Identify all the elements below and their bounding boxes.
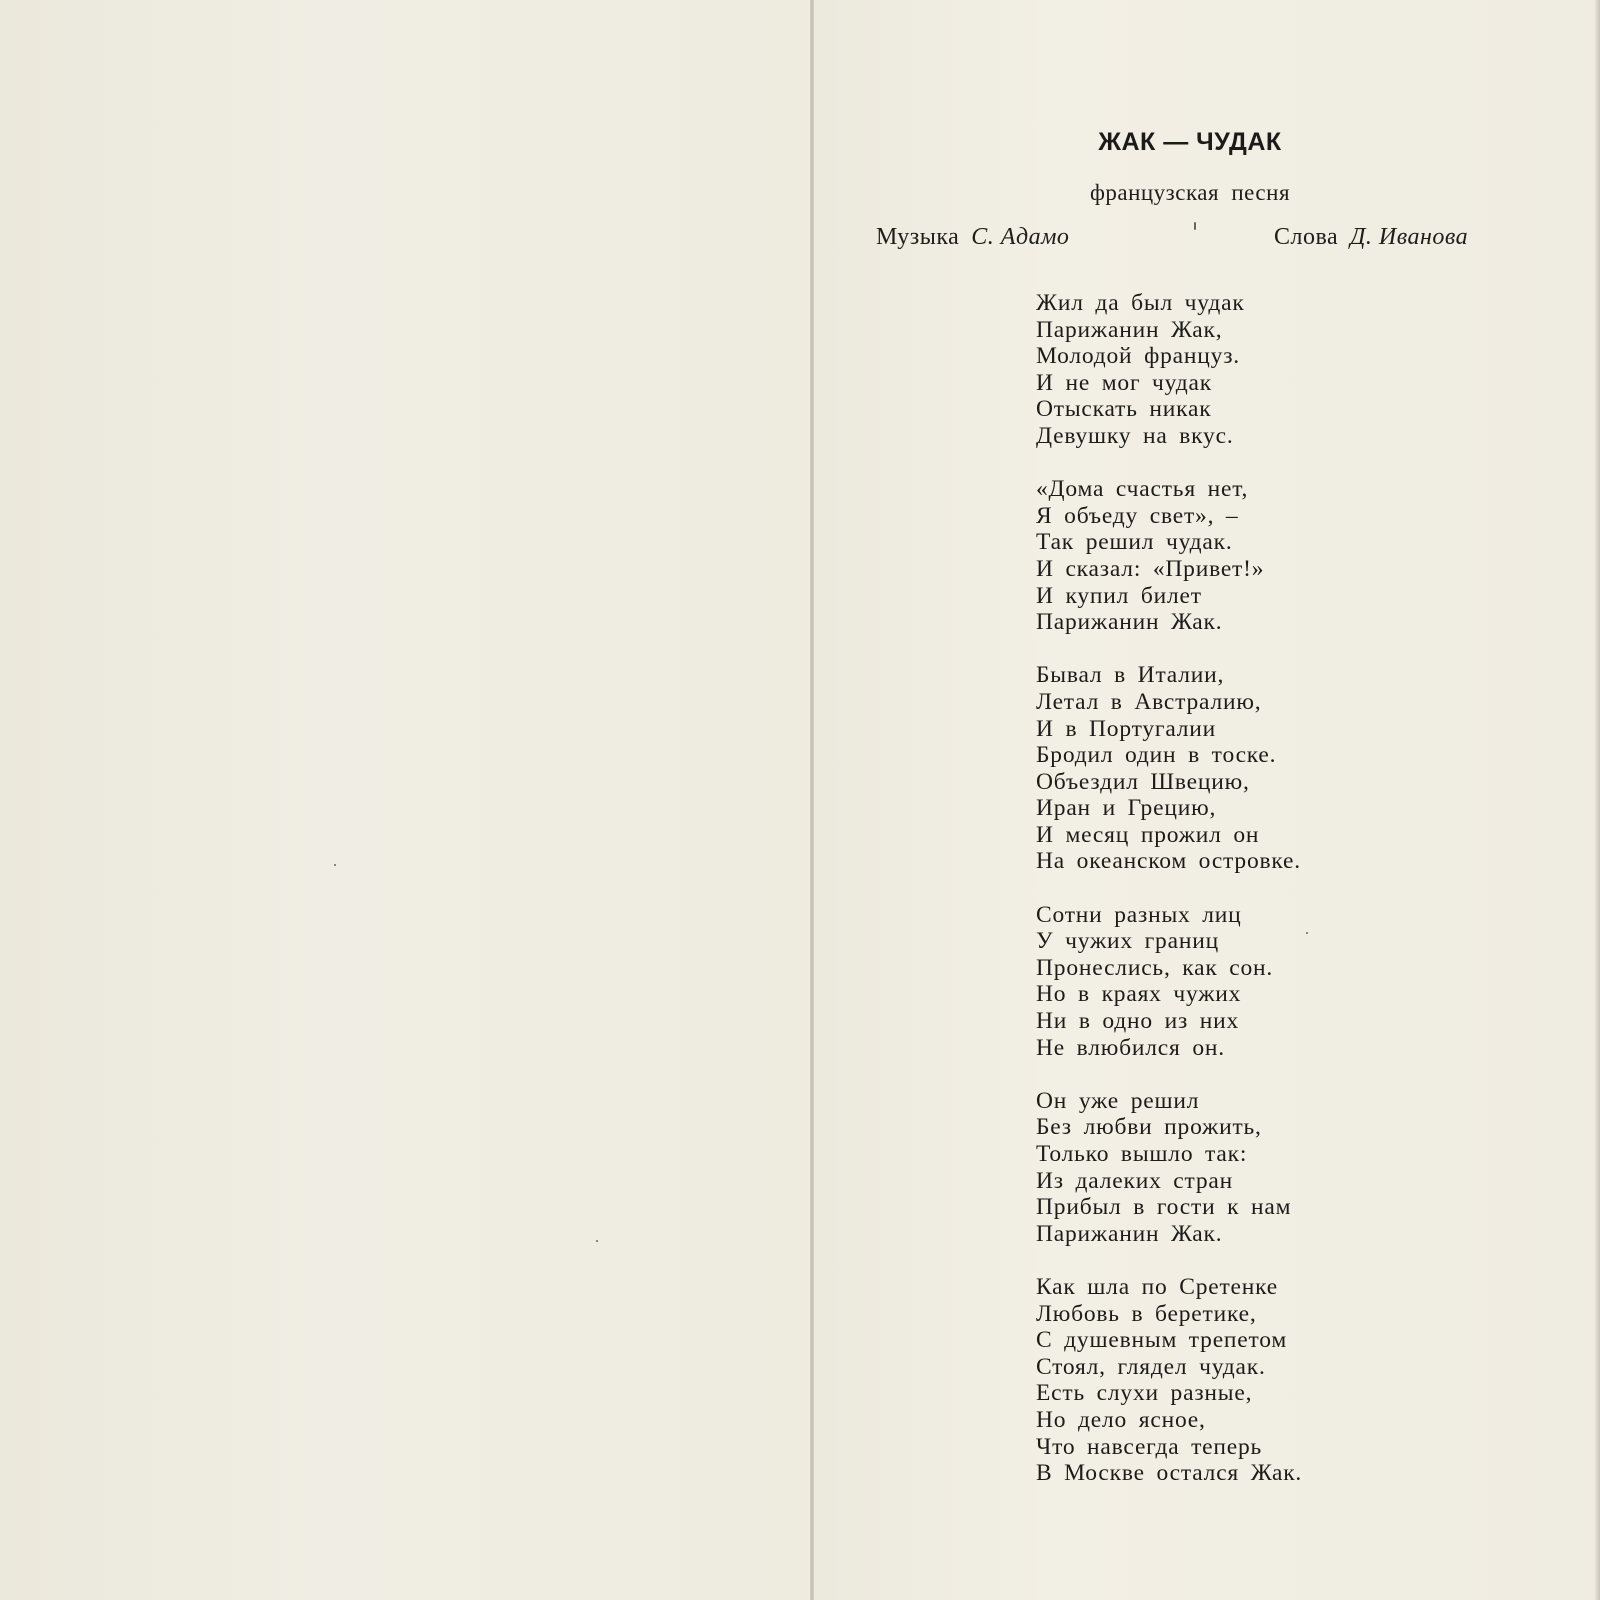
lyric-line: Парижанин Жак,	[1036, 316, 1223, 343]
lyric-line: Бродил один в тоске.	[1036, 742, 1277, 769]
lyric-line: Молодой француз.	[1036, 343, 1240, 370]
lyric-line: Так решил чудак.	[1036, 529, 1233, 556]
lyric-line: И месяц прожил он	[1036, 821, 1260, 848]
paper-fleck	[1194, 222, 1196, 230]
lyric-line: Только вышло так:	[1036, 1141, 1248, 1167]
stanza	[1036, 662, 1416, 875]
song-title: ЖАК — ЧУДАК	[1098, 128, 1282, 156]
lyrics-label: Слова	[1274, 224, 1339, 250]
lyric-line: И не мог чудак	[1036, 369, 1212, 396]
lyric-line: На океанском островке.	[1036, 848, 1301, 875]
lyric-line: Но дело ясное,	[1036, 1406, 1206, 1433]
lyrics-author: Д. Иванова	[1350, 224, 1469, 250]
lyrics-credit	[1274, 224, 1468, 251]
lyric-line: С душевным трепетом	[1036, 1327, 1288, 1354]
lyric-line: Ни в одно из них	[1036, 1008, 1240, 1035]
music-credit	[876, 224, 1069, 251]
lyric-line: Сотни разных лиц	[1036, 901, 1242, 928]
lyric-line: Бывал в Италии,	[1036, 662, 1225, 689]
lyric-line: Он уже решил	[1036, 1087, 1200, 1114]
lyric-line: Объездил Швецию,	[1036, 768, 1250, 795]
paper-fleck	[596, 1240, 598, 1242]
lyric-line: И сказал: «Привет!»	[1036, 555, 1265, 582]
lyric-line: Иран и Грецию,	[1036, 795, 1217, 822]
stanza	[1036, 290, 1416, 450]
lyric-line: В Москве остался Жак.	[1036, 1460, 1303, 1487]
lyric-line: И в Португалии	[1036, 715, 1217, 742]
music-label: Музыка	[876, 224, 960, 250]
page-edge	[1594, 0, 1600, 1600]
stanza	[1036, 476, 1416, 636]
lyric-line: Я объеду свет», –	[1036, 502, 1239, 529]
song-subtitle: французская песня	[1089, 180, 1291, 205]
lyric-line: Любовь в беретике,	[1036, 1300, 1257, 1327]
lyric-line: Отыскать никак	[1036, 396, 1212, 423]
lyric-line: Не влюбился он.	[1036, 1034, 1225, 1061]
lyric-line: Пронеслись, как сон.	[1036, 954, 1274, 981]
stanza	[1036, 902, 1416, 1062]
lyric-line: Девушку на вкус.	[1036, 422, 1234, 449]
lyric-line: Есть слухи разные,	[1036, 1380, 1253, 1407]
lyric-line: У чужих границ	[1036, 928, 1219, 955]
stanza	[1036, 1088, 1416, 1248]
lyric-line: Стоял, глядел чудак.	[1036, 1353, 1266, 1380]
lyrics-body	[1036, 290, 1416, 1513]
lyric-line: Что навсегда теперь	[1036, 1433, 1263, 1460]
lyric-line: Без любви прожить,	[1036, 1114, 1262, 1141]
lyric-line: Летал в Австралию,	[1036, 688, 1262, 715]
paper-fleck	[334, 864, 336, 866]
lyric-line: Парижанин Жак.	[1036, 1220, 1223, 1247]
lyric-line: И купил билет	[1036, 582, 1202, 609]
lyric-line: Парижанин Жак.	[1036, 609, 1223, 636]
stanza	[1036, 1274, 1416, 1487]
music-author: С. Адамо	[971, 224, 1070, 250]
lyric-line: Как шла по Сретенке	[1036, 1273, 1279, 1300]
lyric-line: Из далеких стран	[1036, 1167, 1234, 1194]
lyric-line: Прибыл в гости к нам	[1036, 1194, 1292, 1221]
lyric-line: Жил да был чудак	[1036, 290, 1245, 316]
lyric-line: «Дома счастья нет,	[1036, 476, 1249, 503]
lyric-line: Но в краях чужих	[1036, 981, 1242, 1008]
